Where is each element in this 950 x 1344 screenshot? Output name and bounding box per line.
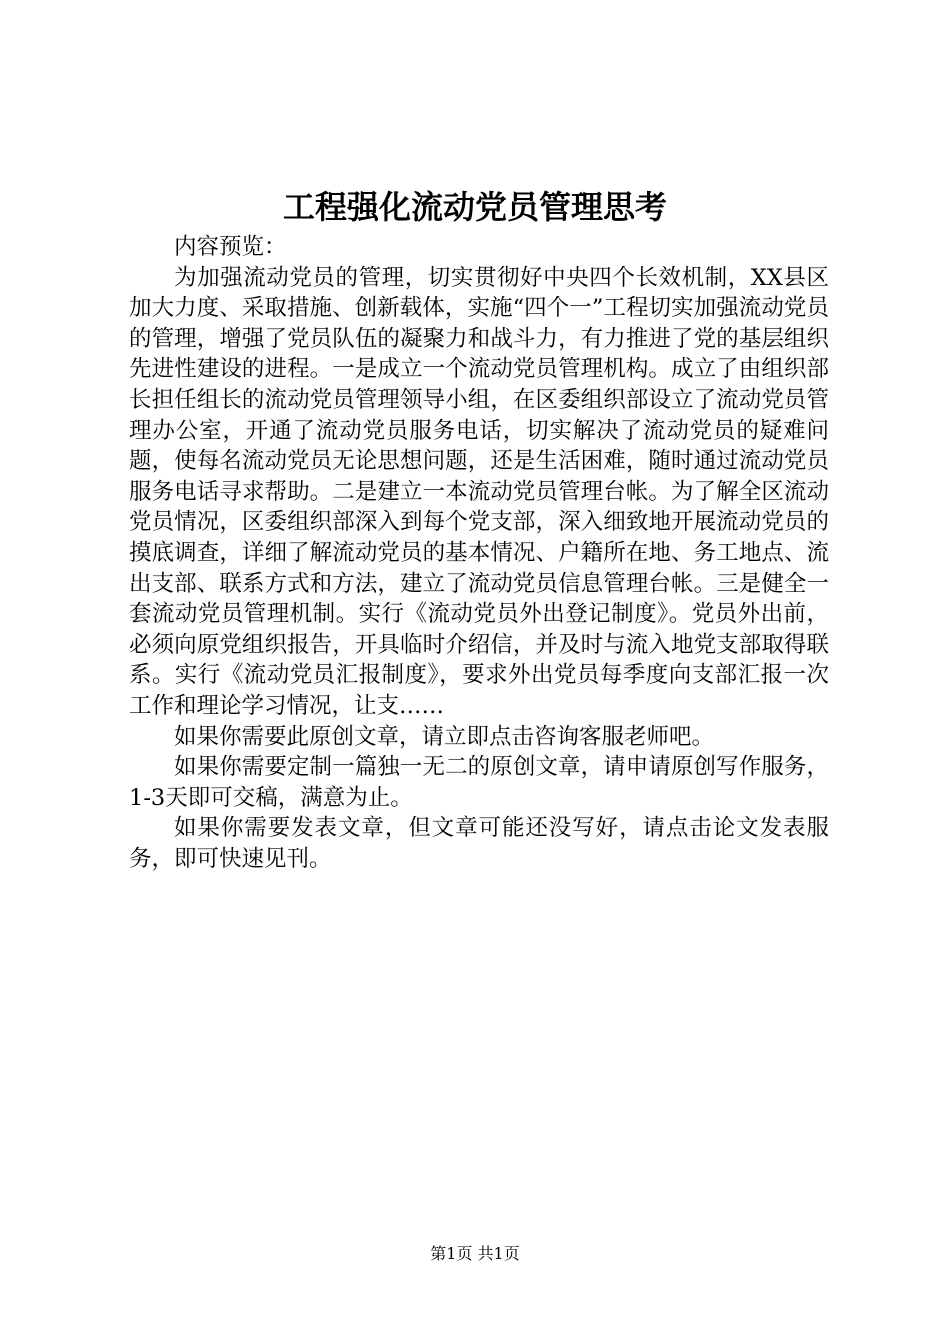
page-footer: 第1页 共1页 (430, 1244, 520, 1263)
main-paragraph: 为加强流动党员的管理，切实贯彻好中央四个长效机制，XX县区加大力度、采取措施、创新载体，实施“四个一”工程切实加强流动党员的管理，增强了党员队伍的凝聚力和战斗力，有力推进了党的基层组织先进性建设的进程。一是成立一个流动党员管理机构。成立了由组织部长担任组长的流动党员管理领导小组，在区委组织部设立了流动党员管理办公室，开通了流动党员服务电话，切实解决了流动党员的疑难问题，使每名流动党员无论思想问题，还是生活困难，随时通过流动党员服务电话寻求帮助。二是建立一本流动党员管理台帐。为了解全区流动党员情况，区委组织部深入到每个党支部，深入细致地开展流动党员的摸底调查，详细了解流动党员的基本情况、户籍所在地、务工地点、流出支部、联系方式和方法，建立了流动党员信息管理台帐。三是健全一套流动党员管理机制。实行《流动党员外出登记制度》。党员外出前，必须向原党组织报告，开具临时介绍信，并及时与流入地党支部取得联系。实行《流动党员汇报制度》，要求外出党员每季度向支部汇报一次工作和理论学习情况，让支…… (129, 264, 829, 719)
document-body (129, 232, 829, 874)
notice-custom-writing: 如果你需要定制一篇独一无二的原创文章，请申请原创写作服务，1-3天即可交稿，满意为止。 (129, 754, 829, 811)
notice-publishing: 如果你需要发表文章，但文章可能还没写好，请点击论文发表服务，即可快速见刊。 (129, 815, 829, 872)
notice-consult: 如果你需要此原创文章，请立即点击咨询客服老师吧。 (174, 723, 715, 750)
preview-label: 内容预览： (174, 234, 287, 260)
document-title: 工程强化流动党员管理思考 (282, 188, 667, 226)
